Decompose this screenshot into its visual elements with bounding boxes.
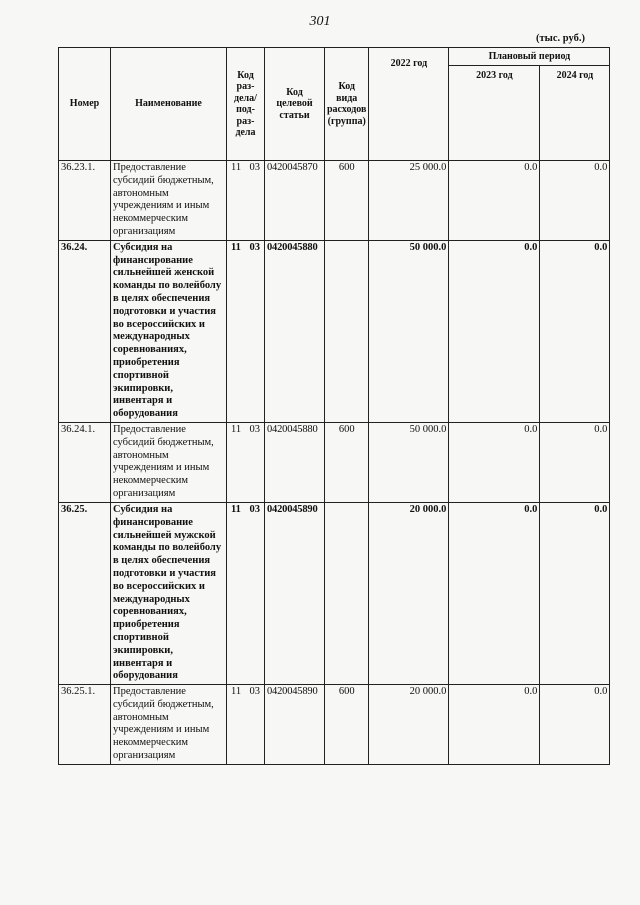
header-2023: 2023 год <box>449 66 540 161</box>
row-name: Предоставление субсидий бюджетным, автономным учреждениям и иным некоммерческим организациям <box>111 161 227 241</box>
row-name: Субсидия на финансирование сильнейшей женской команды по волейболу в целях обеспечения подготовки и участия во всероссийских и международных соревнованиях, приобретения спортивной экипировки, инвентаря и оборудования <box>111 240 227 422</box>
budget-table <box>58 47 610 765</box>
row-amount-2022: 20 000.0 <box>369 685 449 765</box>
row-amount-2022: 50 000.0 <box>369 422 449 502</box>
row-section-code <box>227 502 265 684</box>
row-amount-2022: 20 000.0 <box>369 502 449 684</box>
row-section: 11 <box>231 686 242 698</box>
row-subsection: 03 <box>249 162 260 173</box>
row-target-code: 0420045880 <box>265 422 325 502</box>
row-amount-2023: 0.0 <box>449 502 540 684</box>
row-target-code: 0420045880 <box>265 240 325 422</box>
row-section-code <box>227 685 265 765</box>
row-amount-2022: 25 000.0 <box>369 161 449 241</box>
header-name: Наименование <box>111 48 227 161</box>
page-number: 301 <box>309 14 331 29</box>
row-expense-type <box>325 240 369 422</box>
row-amount-2023: 0.0 <box>449 685 540 765</box>
header-2022: 2022 год <box>369 48 449 161</box>
row-target-code: 0420045890 <box>265 502 325 684</box>
row-subsection: 03 <box>249 503 260 515</box>
row-number: 36.24. <box>59 240 111 422</box>
row-section: 11 <box>231 162 242 173</box>
row-amount-2023: 0.0 <box>449 161 540 241</box>
row-section: 11 <box>231 503 241 515</box>
row-amount-2023: 0.0 <box>449 240 540 422</box>
units-label: (тыс. руб.) <box>536 33 585 44</box>
row-number: 36.25. <box>59 502 111 684</box>
row-target-code: 0420045870 <box>265 161 325 241</box>
row-amount-2024: 0.0 <box>540 502 610 684</box>
row-name: Предоставление субсидий бюджетным, автономным учреждениям и иным некоммерческим организациям <box>111 685 227 765</box>
row-amount-2022: 50 000.0 <box>369 240 449 422</box>
table-row <box>59 502 610 684</box>
header-2024: 2024 год <box>540 66 610 161</box>
row-section-code <box>227 422 265 502</box>
header-expense-type: Код вида расходов (группа) <box>325 48 369 161</box>
row-expense-type <box>325 502 369 684</box>
row-amount-2024: 0.0 <box>540 422 610 502</box>
row-amount-2024: 0.0 <box>540 161 610 241</box>
row-section: 11 <box>231 423 242 435</box>
header-target-code: Код целевой статьи <box>265 48 325 161</box>
row-section: 11 <box>231 241 241 253</box>
header-planned-period: Плановый период <box>449 48 610 66</box>
row-number: 36.23.1. <box>59 161 111 241</box>
row-expense-type: 600 <box>325 161 369 241</box>
row-subsection: 03 <box>249 686 260 698</box>
row-amount-2023: 0.0 <box>449 422 540 502</box>
table-row <box>59 161 610 241</box>
row-number: 36.24.1. <box>59 422 111 502</box>
row-expense-type: 600 <box>325 685 369 765</box>
header-number: Номер <box>59 48 111 161</box>
row-target-code: 0420045890 <box>265 685 325 765</box>
row-expense-type: 600 <box>325 422 369 502</box>
header-section-code: Код раз-дела/ под-раз-дела <box>227 48 265 161</box>
table-row <box>59 685 610 765</box>
row-name: Субсидия на финансирование сильнейшей мужской команды по волейболу в целях обеспечения подготовки и участия во всероссийских и международных соревнованиях, приобретения спортивной экипировки, инвентаря и оборудования <box>111 502 227 684</box>
row-amount-2024: 0.0 <box>540 685 610 765</box>
row-subsection: 03 <box>249 241 260 253</box>
table-row <box>59 240 610 422</box>
row-section-code <box>227 240 265 422</box>
row-number: 36.25.1. <box>59 685 111 765</box>
table-row <box>59 422 610 502</box>
row-name: Предоставление субсидий бюджетным, автономным учреждениям и иным некоммерческим организациям <box>111 422 227 502</box>
row-amount-2024: 0.0 <box>540 240 610 422</box>
row-subsection: 03 <box>249 423 260 435</box>
row-section-code <box>227 161 265 241</box>
